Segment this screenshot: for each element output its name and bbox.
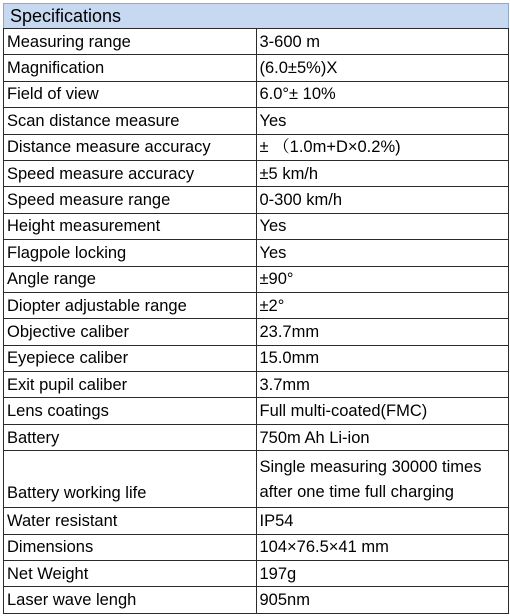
- table-title: Specifications: [4, 4, 509, 29]
- spec-label: Net Weight: [4, 561, 257, 587]
- table-row: [4, 213, 509, 239]
- spec-value: ± （1.0m+D×0.2%): [256, 134, 509, 160]
- spec-label: Field of view: [4, 81, 257, 107]
- spec-label: Laser wave lengh: [4, 587, 257, 613]
- spec-value: 905nm: [256, 587, 509, 613]
- table-row: [4, 398, 509, 424]
- spec-label: Eyepiece caliber: [4, 345, 257, 371]
- table-row: [4, 29, 509, 55]
- spec-label: Water resistant: [4, 508, 257, 534]
- spec-label: Battery: [4, 424, 257, 450]
- spec-value: ±90°: [256, 266, 509, 292]
- table-row: [4, 424, 509, 450]
- spec-label: Exit pupil caliber: [4, 372, 257, 398]
- table-row: [4, 81, 509, 107]
- spec-label: Angle range: [4, 266, 257, 292]
- spec-value: 3.7mm: [256, 372, 509, 398]
- spec-value: Yes: [256, 240, 509, 266]
- spec-value: 23.7mm: [256, 319, 509, 345]
- spec-label: Speed measure range: [4, 187, 257, 213]
- table-row: [4, 266, 509, 292]
- spec-label: Scan distance measure: [4, 108, 257, 134]
- spec-value: 3-600 m: [256, 29, 509, 55]
- spec-label: Measuring range: [4, 29, 257, 55]
- spec-label: Distance measure accuracy: [4, 134, 257, 160]
- table-row: [4, 55, 509, 81]
- spec-label: Diopter adjustable range: [4, 292, 257, 318]
- spec-label: Objective caliber: [4, 319, 257, 345]
- spec-label: Magnification: [4, 55, 257, 81]
- table-row: [4, 134, 509, 160]
- spec-value: 6.0°± 10%: [256, 81, 509, 107]
- spec-label: Battery working life: [4, 451, 257, 508]
- table-row: [4, 587, 509, 613]
- table-row: [4, 187, 509, 213]
- table-row: [4, 240, 509, 266]
- spec-value: Single measuring 30000 times after one time full charging: [256, 451, 509, 508]
- spec-label: Speed measure accuracy: [4, 160, 257, 186]
- table-row: [4, 451, 509, 508]
- spec-value: 750m Ah Li-ion: [256, 424, 509, 450]
- table-header-row: [4, 4, 509, 29]
- table-row: [4, 508, 509, 534]
- table-row: [4, 345, 509, 371]
- spec-value: Yes: [256, 108, 509, 134]
- spec-label: Height measurement: [4, 213, 257, 239]
- spec-value: 197g: [256, 561, 509, 587]
- spec-value: IP54: [256, 508, 509, 534]
- spec-label: Lens coatings: [4, 398, 257, 424]
- spec-value: 15.0mm: [256, 345, 509, 371]
- table-row: [4, 160, 509, 186]
- spec-value: Full multi-coated(FMC): [256, 398, 509, 424]
- spec-value: ±5 km/h: [256, 160, 509, 186]
- table-row: [4, 561, 509, 587]
- spec-value: 0-300 km/h: [256, 187, 509, 213]
- spec-rows: [4, 29, 509, 614]
- table-row: [4, 319, 509, 345]
- spec-label: Flagpole locking: [4, 240, 257, 266]
- table-row: [4, 372, 509, 398]
- spec-value: (6.0±5%)X: [256, 55, 509, 81]
- spec-label: Dimensions: [4, 534, 257, 560]
- table-row: [4, 534, 509, 560]
- table-row: [4, 108, 509, 134]
- spec-value: Yes: [256, 213, 509, 239]
- specifications-table: [3, 3, 509, 614]
- spec-value: ±2°: [256, 292, 509, 318]
- spec-value: 104×76.5×41 mm: [256, 534, 509, 560]
- table-row: [4, 292, 509, 318]
